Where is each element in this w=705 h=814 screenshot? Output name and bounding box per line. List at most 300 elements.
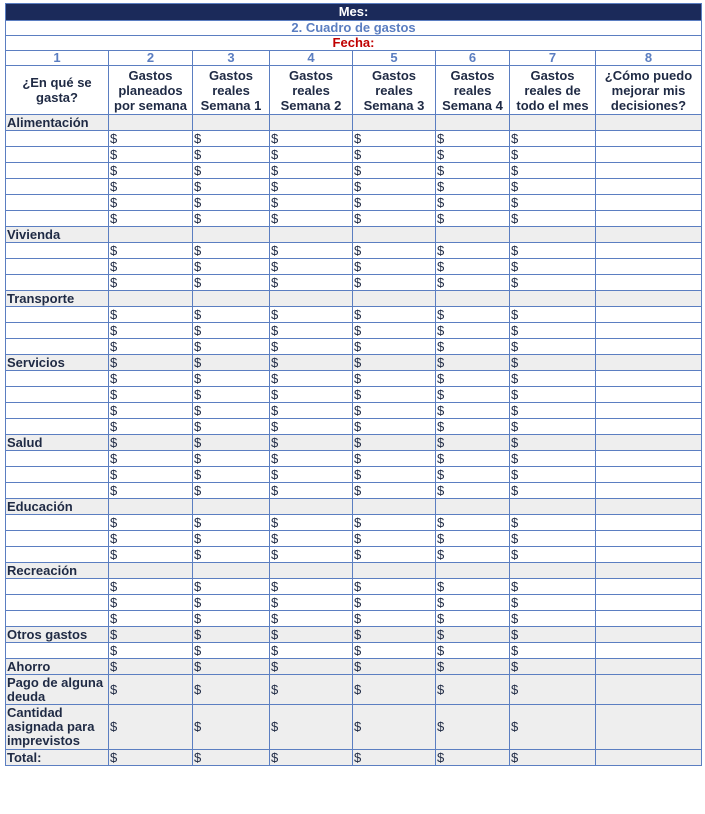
amount-cell[interactable]: $ bbox=[109, 579, 193, 595]
amount-cell[interactable]: $ bbox=[193, 611, 270, 627]
amount-cell[interactable]: $ bbox=[436, 675, 510, 705]
amount-cell[interactable]: $ bbox=[193, 579, 270, 595]
amount-cell[interactable]: $ bbox=[353, 451, 436, 467]
amount-cell[interactable]: $ bbox=[193, 371, 270, 387]
amount-cell[interactable]: $ bbox=[353, 675, 436, 705]
amount-cell[interactable]: $ bbox=[109, 675, 193, 705]
amount-cell[interactable] bbox=[436, 115, 510, 131]
item-name-cell[interactable] bbox=[6, 195, 109, 211]
amount-cell[interactable]: $ bbox=[270, 275, 353, 291]
amount-cell[interactable]: $ bbox=[270, 211, 353, 227]
amount-cell[interactable]: $ bbox=[510, 131, 596, 147]
amount-cell[interactable] bbox=[270, 499, 353, 515]
amount-cell[interactable]: $ bbox=[510, 243, 596, 259]
improvement-note-cell[interactable] bbox=[596, 195, 702, 211]
improvement-note-cell[interactable] bbox=[596, 259, 702, 275]
amount-cell[interactable]: $ bbox=[109, 547, 193, 563]
amount-cell[interactable]: $ bbox=[270, 531, 353, 547]
amount-cell[interactable]: $ bbox=[270, 243, 353, 259]
amount-cell[interactable]: $ bbox=[436, 355, 510, 371]
amount-cell[interactable]: $ bbox=[510, 451, 596, 467]
amount-cell[interactable]: $ bbox=[193, 547, 270, 563]
amount-cell[interactable]: $ bbox=[353, 259, 436, 275]
amount-cell[interactable] bbox=[510, 563, 596, 579]
amount-cell[interactable]: $ bbox=[109, 275, 193, 291]
category-label[interactable]: Alimentación bbox=[6, 115, 109, 131]
amount-cell[interactable]: $ bbox=[353, 547, 436, 563]
amount-cell[interactable]: $ bbox=[109, 451, 193, 467]
category-label[interactable]: Otros gastos bbox=[6, 627, 109, 643]
amount-cell[interactable]: $ bbox=[193, 750, 270, 766]
amount-cell[interactable] bbox=[436, 291, 510, 307]
category-label[interactable]: Cantidad asignada para imprevistos bbox=[6, 705, 109, 750]
amount-cell[interactable]: $ bbox=[436, 147, 510, 163]
amount-cell[interactable]: $ bbox=[109, 307, 193, 323]
amount-cell[interactable]: $ bbox=[436, 435, 510, 451]
amount-cell[interactable]: $ bbox=[353, 163, 436, 179]
item-name-cell[interactable] bbox=[6, 147, 109, 163]
amount-cell[interactable]: $ bbox=[510, 387, 596, 403]
improvement-note-cell[interactable] bbox=[596, 467, 702, 483]
amount-cell[interactable]: $ bbox=[353, 195, 436, 211]
amount-cell[interactable]: $ bbox=[353, 371, 436, 387]
amount-cell[interactable]: $ bbox=[510, 195, 596, 211]
amount-cell[interactable] bbox=[193, 499, 270, 515]
amount-cell[interactable]: $ bbox=[510, 627, 596, 643]
amount-cell[interactable]: $ bbox=[109, 403, 193, 419]
amount-cell[interactable]: $ bbox=[193, 147, 270, 163]
amount-cell[interactable]: $ bbox=[510, 483, 596, 499]
amount-cell[interactable]: $ bbox=[193, 339, 270, 355]
amount-cell[interactable]: $ bbox=[109, 595, 193, 611]
amount-cell[interactable]: $ bbox=[436, 531, 510, 547]
amount-cell[interactable] bbox=[436, 227, 510, 243]
amount-cell[interactable]: $ bbox=[193, 211, 270, 227]
amount-cell[interactable] bbox=[109, 227, 193, 243]
amount-cell[interactable]: $ bbox=[510, 643, 596, 659]
amount-cell[interactable]: $ bbox=[510, 547, 596, 563]
amount-cell[interactable]: $ bbox=[353, 387, 436, 403]
amount-cell[interactable]: $ bbox=[270, 403, 353, 419]
amount-cell[interactable]: $ bbox=[353, 611, 436, 627]
amount-cell[interactable]: $ bbox=[510, 515, 596, 531]
amount-cell[interactable]: $ bbox=[436, 275, 510, 291]
amount-cell[interactable]: $ bbox=[270, 547, 353, 563]
category-label[interactable]: Servicios bbox=[6, 355, 109, 371]
amount-cell[interactable] bbox=[193, 227, 270, 243]
amount-cell[interactable]: $ bbox=[270, 179, 353, 195]
amount-cell[interactable]: $ bbox=[436, 451, 510, 467]
improvement-note-cell[interactable] bbox=[596, 435, 702, 451]
amount-cell[interactable]: $ bbox=[270, 435, 353, 451]
amount-cell[interactable]: $ bbox=[510, 307, 596, 323]
amount-cell[interactable]: $ bbox=[270, 339, 353, 355]
category-label[interactable]: Pago de alguna deuda bbox=[6, 675, 109, 705]
amount-cell[interactable]: $ bbox=[510, 435, 596, 451]
amount-cell[interactable]: $ bbox=[353, 435, 436, 451]
amount-cell[interactable]: $ bbox=[109, 371, 193, 387]
amount-cell[interactable]: $ bbox=[193, 531, 270, 547]
amount-cell[interactable]: $ bbox=[193, 419, 270, 435]
amount-cell[interactable]: $ bbox=[510, 467, 596, 483]
amount-cell[interactable] bbox=[109, 115, 193, 131]
item-name-cell[interactable] bbox=[6, 307, 109, 323]
amount-cell[interactable]: $ bbox=[109, 259, 193, 275]
amount-cell[interactable]: $ bbox=[436, 131, 510, 147]
amount-cell[interactable]: $ bbox=[353, 323, 436, 339]
amount-cell[interactable]: $ bbox=[270, 131, 353, 147]
amount-cell[interactable]: $ bbox=[193, 259, 270, 275]
amount-cell[interactable]: $ bbox=[270, 163, 353, 179]
amount-cell[interactable] bbox=[436, 563, 510, 579]
improvement-note-cell[interactable] bbox=[596, 371, 702, 387]
improvement-note-cell[interactable] bbox=[596, 163, 702, 179]
amount-cell[interactable]: $ bbox=[353, 483, 436, 499]
amount-cell[interactable]: $ bbox=[436, 547, 510, 563]
improvement-note-cell[interactable] bbox=[596, 115, 702, 131]
amount-cell[interactable]: $ bbox=[436, 515, 510, 531]
amount-cell[interactable]: $ bbox=[109, 387, 193, 403]
amount-cell[interactable]: $ bbox=[436, 371, 510, 387]
amount-cell[interactable]: $ bbox=[109, 750, 193, 766]
amount-cell[interactable]: $ bbox=[270, 259, 353, 275]
amount-cell[interactable]: $ bbox=[193, 643, 270, 659]
amount-cell[interactable]: $ bbox=[353, 131, 436, 147]
amount-cell[interactable]: $ bbox=[353, 211, 436, 227]
amount-cell[interactable] bbox=[270, 563, 353, 579]
improvement-note-cell[interactable] bbox=[596, 419, 702, 435]
item-name-cell[interactable] bbox=[6, 611, 109, 627]
item-name-cell[interactable] bbox=[6, 595, 109, 611]
amount-cell[interactable]: $ bbox=[270, 705, 353, 750]
item-name-cell[interactable] bbox=[6, 387, 109, 403]
amount-cell[interactable]: $ bbox=[193, 163, 270, 179]
category-label[interactable]: Educación bbox=[6, 499, 109, 515]
amount-cell[interactable]: $ bbox=[436, 307, 510, 323]
amount-cell[interactable]: $ bbox=[270, 323, 353, 339]
amount-cell[interactable]: $ bbox=[510, 163, 596, 179]
amount-cell[interactable]: $ bbox=[510, 323, 596, 339]
amount-cell[interactable]: $ bbox=[436, 323, 510, 339]
amount-cell[interactable]: $ bbox=[109, 611, 193, 627]
amount-cell[interactable]: $ bbox=[270, 643, 353, 659]
amount-cell[interactable]: $ bbox=[510, 750, 596, 766]
amount-cell[interactable]: $ bbox=[193, 435, 270, 451]
amount-cell[interactable]: $ bbox=[270, 451, 353, 467]
improvement-note-cell[interactable] bbox=[596, 243, 702, 259]
improvement-note-cell[interactable] bbox=[596, 595, 702, 611]
improvement-note-cell[interactable] bbox=[596, 547, 702, 563]
amount-cell[interactable]: $ bbox=[193, 515, 270, 531]
amount-cell[interactable]: $ bbox=[109, 515, 193, 531]
amount-cell[interactable] bbox=[270, 115, 353, 131]
amount-cell[interactable]: $ bbox=[510, 531, 596, 547]
item-name-cell[interactable] bbox=[6, 547, 109, 563]
improvement-note-cell[interactable] bbox=[596, 275, 702, 291]
amount-cell[interactable] bbox=[353, 563, 436, 579]
amount-cell[interactable]: $ bbox=[109, 339, 193, 355]
amount-cell[interactable] bbox=[193, 291, 270, 307]
category-label[interactable]: Ahorro bbox=[6, 659, 109, 675]
item-name-cell[interactable] bbox=[6, 339, 109, 355]
improvement-note-cell[interactable] bbox=[596, 627, 702, 643]
amount-cell[interactable]: $ bbox=[109, 147, 193, 163]
amount-cell[interactable]: $ bbox=[353, 659, 436, 675]
amount-cell[interactable]: $ bbox=[270, 515, 353, 531]
amount-cell[interactable]: $ bbox=[353, 705, 436, 750]
amount-cell[interactable] bbox=[109, 291, 193, 307]
amount-cell[interactable] bbox=[510, 291, 596, 307]
amount-cell[interactable]: $ bbox=[436, 627, 510, 643]
amount-cell[interactable]: $ bbox=[193, 307, 270, 323]
item-name-cell[interactable] bbox=[6, 467, 109, 483]
amount-cell[interactable]: $ bbox=[353, 595, 436, 611]
category-label[interactable]: Salud bbox=[6, 435, 109, 451]
improvement-note-cell[interactable] bbox=[596, 451, 702, 467]
amount-cell[interactable]: $ bbox=[510, 275, 596, 291]
improvement-note-cell[interactable] bbox=[596, 531, 702, 547]
item-name-cell[interactable] bbox=[6, 163, 109, 179]
amount-cell[interactable]: $ bbox=[510, 339, 596, 355]
item-name-cell[interactable] bbox=[6, 483, 109, 499]
amount-cell[interactable]: $ bbox=[436, 467, 510, 483]
amount-cell[interactable]: $ bbox=[193, 195, 270, 211]
amount-cell[interactable]: $ bbox=[109, 435, 193, 451]
amount-cell[interactable]: $ bbox=[270, 659, 353, 675]
amount-cell[interactable] bbox=[436, 499, 510, 515]
improvement-note-cell[interactable] bbox=[596, 659, 702, 675]
item-name-cell[interactable] bbox=[6, 323, 109, 339]
amount-cell[interactable]: $ bbox=[436, 243, 510, 259]
amount-cell[interactable]: $ bbox=[436, 659, 510, 675]
improvement-note-cell[interactable] bbox=[596, 131, 702, 147]
amount-cell[interactable]: $ bbox=[109, 195, 193, 211]
amount-cell[interactable]: $ bbox=[510, 419, 596, 435]
improvement-note-cell[interactable] bbox=[596, 675, 702, 705]
amount-cell[interactable]: $ bbox=[353, 515, 436, 531]
amount-cell[interactable]: $ bbox=[436, 643, 510, 659]
amount-cell[interactable] bbox=[353, 227, 436, 243]
amount-cell[interactable]: $ bbox=[353, 307, 436, 323]
amount-cell[interactable]: $ bbox=[436, 483, 510, 499]
amount-cell[interactable]: $ bbox=[109, 243, 193, 259]
improvement-note-cell[interactable] bbox=[596, 227, 702, 243]
amount-cell[interactable]: $ bbox=[109, 705, 193, 750]
amount-cell[interactable] bbox=[353, 499, 436, 515]
item-name-cell[interactable] bbox=[6, 531, 109, 547]
improvement-note-cell[interactable] bbox=[596, 611, 702, 627]
amount-cell[interactable]: $ bbox=[193, 323, 270, 339]
amount-cell[interactable]: $ bbox=[353, 531, 436, 547]
amount-cell[interactable] bbox=[109, 563, 193, 579]
amount-cell[interactable]: $ bbox=[270, 371, 353, 387]
improvement-note-cell[interactable] bbox=[596, 515, 702, 531]
amount-cell[interactable] bbox=[510, 499, 596, 515]
amount-cell[interactable]: $ bbox=[510, 355, 596, 371]
amount-cell[interactable]: $ bbox=[193, 705, 270, 750]
amount-cell[interactable] bbox=[510, 115, 596, 131]
amount-cell[interactable]: $ bbox=[353, 579, 436, 595]
amount-cell[interactable]: $ bbox=[436, 387, 510, 403]
item-name-cell[interactable] bbox=[6, 643, 109, 659]
amount-cell[interactable]: $ bbox=[436, 259, 510, 275]
category-label[interactable]: Total: bbox=[6, 750, 109, 766]
amount-cell[interactable]: $ bbox=[109, 163, 193, 179]
amount-cell[interactable]: $ bbox=[109, 659, 193, 675]
amount-cell[interactable]: $ bbox=[193, 595, 270, 611]
improvement-note-cell[interactable] bbox=[596, 750, 702, 766]
amount-cell[interactable]: $ bbox=[510, 259, 596, 275]
amount-cell[interactable]: $ bbox=[270, 355, 353, 371]
amount-cell[interactable]: $ bbox=[353, 275, 436, 291]
item-name-cell[interactable] bbox=[6, 275, 109, 291]
amount-cell[interactable]: $ bbox=[193, 451, 270, 467]
amount-cell[interactable] bbox=[510, 227, 596, 243]
amount-cell[interactable]: $ bbox=[109, 355, 193, 371]
amount-cell[interactable]: $ bbox=[109, 531, 193, 547]
category-label[interactable]: Recreación bbox=[6, 563, 109, 579]
amount-cell[interactable]: $ bbox=[436, 750, 510, 766]
amount-cell[interactable]: $ bbox=[436, 195, 510, 211]
amount-cell[interactable]: $ bbox=[193, 675, 270, 705]
amount-cell[interactable]: $ bbox=[270, 675, 353, 705]
amount-cell[interactable]: $ bbox=[436, 403, 510, 419]
amount-cell[interactable]: $ bbox=[353, 467, 436, 483]
improvement-note-cell[interactable] bbox=[596, 355, 702, 371]
amount-cell[interactable]: $ bbox=[353, 627, 436, 643]
amount-cell[interactable]: $ bbox=[510, 579, 596, 595]
amount-cell[interactable]: $ bbox=[193, 179, 270, 195]
item-name-cell[interactable] bbox=[6, 371, 109, 387]
amount-cell[interactable]: $ bbox=[193, 403, 270, 419]
amount-cell[interactable]: $ bbox=[436, 419, 510, 435]
amount-cell[interactable]: $ bbox=[353, 179, 436, 195]
improvement-note-cell[interactable] bbox=[596, 307, 702, 323]
amount-cell[interactable]: $ bbox=[270, 627, 353, 643]
amount-cell[interactable]: $ bbox=[109, 643, 193, 659]
amount-cell[interactable]: $ bbox=[436, 579, 510, 595]
improvement-note-cell[interactable] bbox=[596, 579, 702, 595]
improvement-note-cell[interactable] bbox=[596, 563, 702, 579]
amount-cell[interactable] bbox=[270, 227, 353, 243]
amount-cell[interactable]: $ bbox=[353, 147, 436, 163]
amount-cell[interactable]: $ bbox=[436, 179, 510, 195]
amount-cell[interactable]: $ bbox=[270, 595, 353, 611]
amount-cell[interactable]: $ bbox=[510, 675, 596, 705]
amount-cell[interactable] bbox=[109, 499, 193, 515]
item-name-cell[interactable] bbox=[6, 179, 109, 195]
amount-cell[interactable]: $ bbox=[510, 179, 596, 195]
item-name-cell[interactable] bbox=[6, 419, 109, 435]
amount-cell[interactable] bbox=[193, 563, 270, 579]
amount-cell[interactable]: $ bbox=[270, 307, 353, 323]
amount-cell[interactable]: $ bbox=[193, 387, 270, 403]
amount-cell[interactable] bbox=[193, 115, 270, 131]
amount-cell[interactable]: $ bbox=[353, 243, 436, 259]
improvement-note-cell[interactable] bbox=[596, 179, 702, 195]
category-label[interactable]: Vivienda bbox=[6, 227, 109, 243]
amount-cell[interactable]: $ bbox=[510, 611, 596, 627]
amount-cell[interactable]: $ bbox=[510, 705, 596, 750]
amount-cell[interactable]: $ bbox=[510, 147, 596, 163]
amount-cell[interactable]: $ bbox=[270, 387, 353, 403]
improvement-note-cell[interactable] bbox=[596, 705, 702, 750]
amount-cell[interactable]: $ bbox=[436, 163, 510, 179]
amount-cell[interactable]: $ bbox=[436, 211, 510, 227]
amount-cell[interactable]: $ bbox=[109, 627, 193, 643]
amount-cell[interactable] bbox=[270, 291, 353, 307]
improvement-note-cell[interactable] bbox=[596, 339, 702, 355]
amount-cell[interactable]: $ bbox=[270, 611, 353, 627]
improvement-note-cell[interactable] bbox=[596, 403, 702, 419]
amount-cell[interactable]: $ bbox=[353, 355, 436, 371]
amount-cell[interactable]: $ bbox=[193, 131, 270, 147]
category-label[interactable]: Transporte bbox=[6, 291, 109, 307]
amount-cell[interactable]: $ bbox=[109, 179, 193, 195]
amount-cell[interactable]: $ bbox=[109, 483, 193, 499]
amount-cell[interactable]: $ bbox=[193, 659, 270, 675]
amount-cell[interactable]: $ bbox=[270, 750, 353, 766]
amount-cell[interactable]: $ bbox=[193, 275, 270, 291]
amount-cell[interactable]: $ bbox=[436, 339, 510, 355]
improvement-note-cell[interactable] bbox=[596, 211, 702, 227]
improvement-note-cell[interactable] bbox=[596, 323, 702, 339]
amount-cell[interactable]: $ bbox=[353, 339, 436, 355]
improvement-note-cell[interactable] bbox=[596, 387, 702, 403]
amount-cell[interactable]: $ bbox=[270, 483, 353, 499]
amount-cell[interactable]: $ bbox=[109, 419, 193, 435]
amount-cell[interactable] bbox=[353, 115, 436, 131]
amount-cell[interactable]: $ bbox=[270, 147, 353, 163]
amount-cell[interactable]: $ bbox=[510, 211, 596, 227]
amount-cell[interactable]: $ bbox=[193, 355, 270, 371]
amount-cell[interactable]: $ bbox=[193, 243, 270, 259]
item-name-cell[interactable] bbox=[6, 211, 109, 227]
amount-cell[interactable]: $ bbox=[193, 627, 270, 643]
item-name-cell[interactable] bbox=[6, 579, 109, 595]
item-name-cell[interactable] bbox=[6, 131, 109, 147]
amount-cell[interactable]: $ bbox=[510, 659, 596, 675]
improvement-note-cell[interactable] bbox=[596, 499, 702, 515]
amount-cell[interactable]: $ bbox=[353, 403, 436, 419]
improvement-note-cell[interactable] bbox=[596, 483, 702, 499]
amount-cell[interactable]: $ bbox=[109, 467, 193, 483]
improvement-note-cell[interactable] bbox=[596, 643, 702, 659]
amount-cell[interactable]: $ bbox=[193, 483, 270, 499]
amount-cell[interactable]: $ bbox=[510, 595, 596, 611]
amount-cell[interactable]: $ bbox=[353, 750, 436, 766]
item-name-cell[interactable] bbox=[6, 515, 109, 531]
amount-cell[interactable]: $ bbox=[109, 323, 193, 339]
improvement-note-cell[interactable] bbox=[596, 291, 702, 307]
amount-cell[interactable]: $ bbox=[109, 211, 193, 227]
item-name-cell[interactable] bbox=[6, 451, 109, 467]
amount-cell[interactable]: $ bbox=[193, 467, 270, 483]
item-name-cell[interactable] bbox=[6, 403, 109, 419]
amount-cell[interactable]: $ bbox=[109, 131, 193, 147]
improvement-note-cell[interactable] bbox=[596, 147, 702, 163]
amount-cell[interactable]: $ bbox=[436, 595, 510, 611]
amount-cell[interactable]: $ bbox=[270, 195, 353, 211]
amount-cell[interactable]: $ bbox=[270, 419, 353, 435]
item-name-cell[interactable] bbox=[6, 243, 109, 259]
amount-cell[interactable]: $ bbox=[510, 403, 596, 419]
amount-cell[interactable]: $ bbox=[270, 579, 353, 595]
amount-cell[interactable]: $ bbox=[353, 643, 436, 659]
amount-cell[interactable] bbox=[353, 291, 436, 307]
amount-cell[interactable]: $ bbox=[353, 419, 436, 435]
item-name-cell[interactable] bbox=[6, 259, 109, 275]
